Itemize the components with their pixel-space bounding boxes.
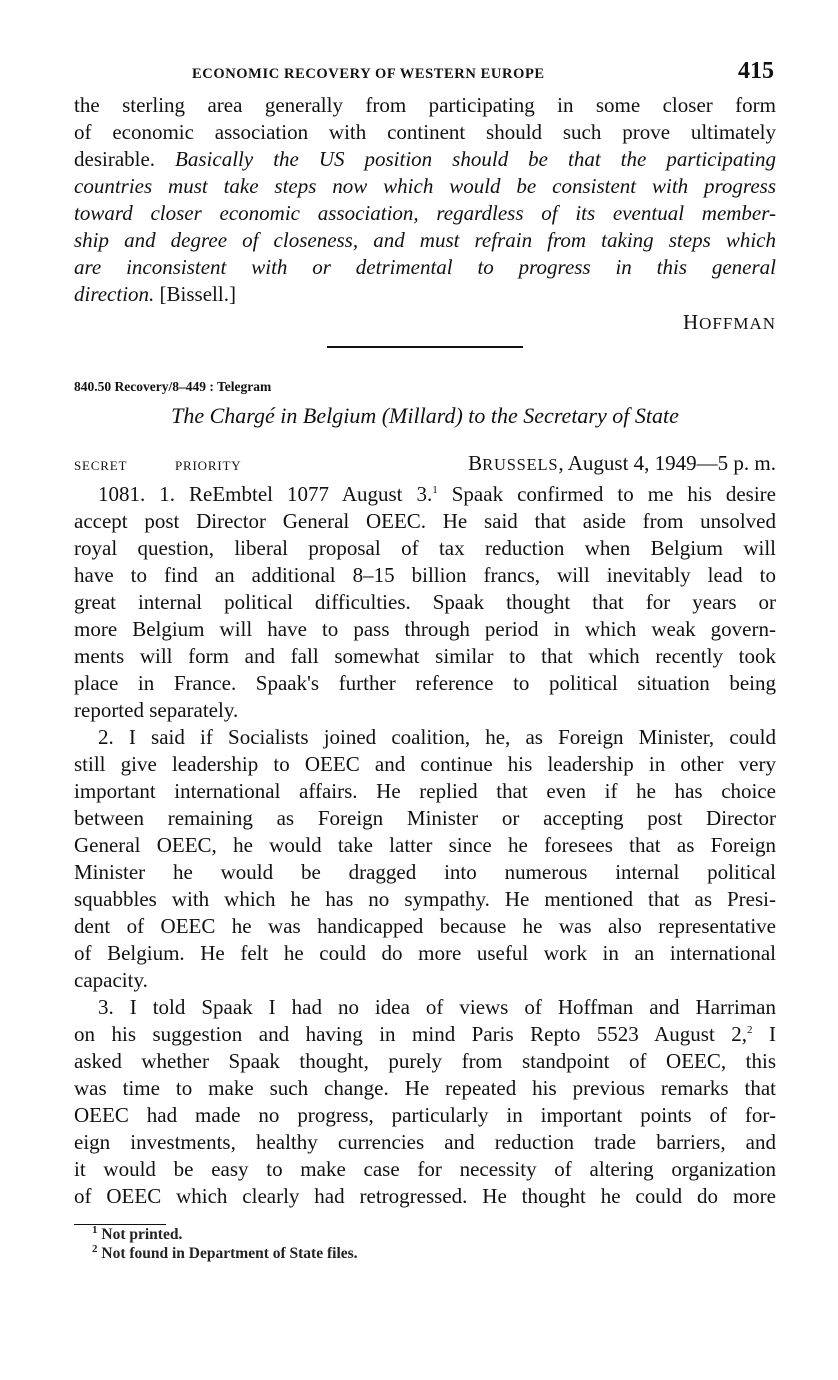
text-span: 1081. 1. ReEmbtel 1077 August 3.: [98, 482, 433, 506]
text-span: desirable.: [74, 147, 156, 171]
date-text: , August 4, 1949—5 p. m.: [558, 451, 776, 475]
continuation-paragraph: [74, 92, 776, 340]
document-title: [74, 403, 776, 437]
text-line: the sterling area generally from participating in some closer form: [74, 93, 776, 117]
text-line: 3. I told Spaak I had no idea of views of Hoffman and Harriman: [98, 995, 776, 1019]
running-title: ECONOMIC RECOVERY OF WESTERN EUROPE: [192, 66, 545, 82]
footnote-mark: 1: [92, 1223, 98, 1236]
text-span: I: [752, 1022, 777, 1046]
text-line: still give leadership to OEEC and continue his leadership in other very: [74, 752, 776, 776]
paragraph-3: [74, 994, 776, 1210]
text-line: of OEEC which clearly had retrogressed. He thought he could do more: [74, 1184, 776, 1208]
signature-initial: H: [682, 310, 700, 334]
text-line: [74, 146, 776, 173]
footnote-2: [74, 1244, 776, 1263]
section-divider: [327, 346, 523, 348]
text-line: countries must take steps now which would be consistent with progress: [74, 174, 776, 198]
paragraph-2: [74, 724, 776, 994]
footnote-1: [74, 1225, 776, 1244]
page-number: 415: [738, 58, 774, 84]
text-line: of economic association with continent should such prove ultimately: [74, 120, 776, 144]
italic-span: Basically the US position should be that the participating: [175, 147, 776, 171]
text-line: dent of OEEC he was handicapped because he was also representative: [74, 914, 776, 938]
paragraph-1: [74, 481, 776, 724]
text-line: was time to make such change. He repeated his previous remarks that: [74, 1076, 776, 1100]
text-line: accept post Director General OEEC. He said that aside from unsolved: [74, 509, 776, 533]
footnote-ref: 2: [747, 1024, 753, 1036]
text-line: [74, 481, 776, 508]
text-line: [74, 1021, 776, 1048]
text-span: [Bissell.]: [159, 282, 236, 306]
text-line: ship and degree of closeness, and must refrain from taking steps which: [74, 228, 776, 252]
classification-secret: SECRET: [74, 458, 127, 473]
text-line: more Belgium will have to pass through period in which weak govern-: [74, 617, 776, 641]
text-line: place in France. Spaak's further reference to political situation being: [74, 671, 776, 695]
footnote-text: Not found in Department of State files.: [101, 1245, 358, 1262]
text-line: great internal political difficulties. Spaak thought that for years or: [74, 590, 776, 614]
title-text: The Chargé in Belgium (: [171, 403, 390, 428]
text-line: are inconsistent with or detrimental to progress in this general: [74, 255, 776, 279]
place-and-date: [468, 451, 776, 476]
footnote-mark: 2: [92, 1242, 98, 1255]
text-line: eign investments, healthy currencies and reduction trade barriers, and: [74, 1130, 776, 1154]
signature-rest: OFFMAN: [699, 314, 776, 333]
text-line: important international affairs. He replied that even if he has choice: [74, 779, 776, 803]
title-name: Millard: [389, 403, 456, 428]
text-span: Spaak confirmed to me his desire: [437, 482, 776, 506]
text-line: toward closer economic association, regardless of its eventual member-: [74, 201, 776, 225]
text-line: General OEEC, he would take latter since he foresees that as Foreign: [74, 833, 776, 857]
text-span: on his suggestion and having in mind Paris Repto 5523 August 2,: [74, 1022, 748, 1046]
text-line: Minister he would be dragged into numerous internal political: [74, 860, 776, 884]
document-page: [74, 58, 776, 1263]
signature: [74, 310, 776, 340]
file-reference: 840.50 Recovery/8–449 : Telegram: [74, 379, 272, 394]
text-line: ments will form and fall somewhat similar to that which recently took: [74, 644, 776, 668]
text-line: reported separately.: [74, 698, 239, 722]
italic-span: direction.: [74, 282, 155, 306]
text-line: squabbles with which he has no sympathy. He mentioned that as Presi-: [74, 887, 776, 911]
text-line: OEEC had made no progress, particularly in important points of for-: [74, 1103, 776, 1127]
text-line: of Belgium. He felt he could do more useful work in an international: [74, 941, 776, 965]
footnote-ref: 1: [432, 484, 438, 496]
running-head: [74, 58, 776, 92]
text-line: have to find an additional 8–15 billion francs, will inevitably lead to: [74, 563, 776, 587]
place-rest: RUSSELS: [482, 455, 559, 474]
footnote-text: Not printed.: [101, 1226, 183, 1243]
text-line: 2. I said if Socialists joined coalition, he, as Foreign Minister, could: [98, 725, 776, 749]
text-line: [74, 281, 776, 308]
classification-labels: [74, 458, 241, 474]
text-line: between remaining as Foreign Minister or accepting post Director: [74, 806, 776, 830]
text-line: capacity.: [74, 968, 148, 992]
place-initial: B: [468, 451, 483, 475]
text-line: royal question, liberal proposal of tax reduction when Belgium will: [74, 536, 776, 560]
dateline: [74, 451, 776, 481]
text-line: it would be easy to make case for necessity of altering organization: [74, 1157, 776, 1181]
text-line: asked whether Spaak thought, purely from standpoint of OEEC, this: [74, 1049, 776, 1073]
title-text: ) to the Secretary of State: [455, 403, 679, 428]
classification-priority: PRIORITY: [175, 458, 242, 473]
